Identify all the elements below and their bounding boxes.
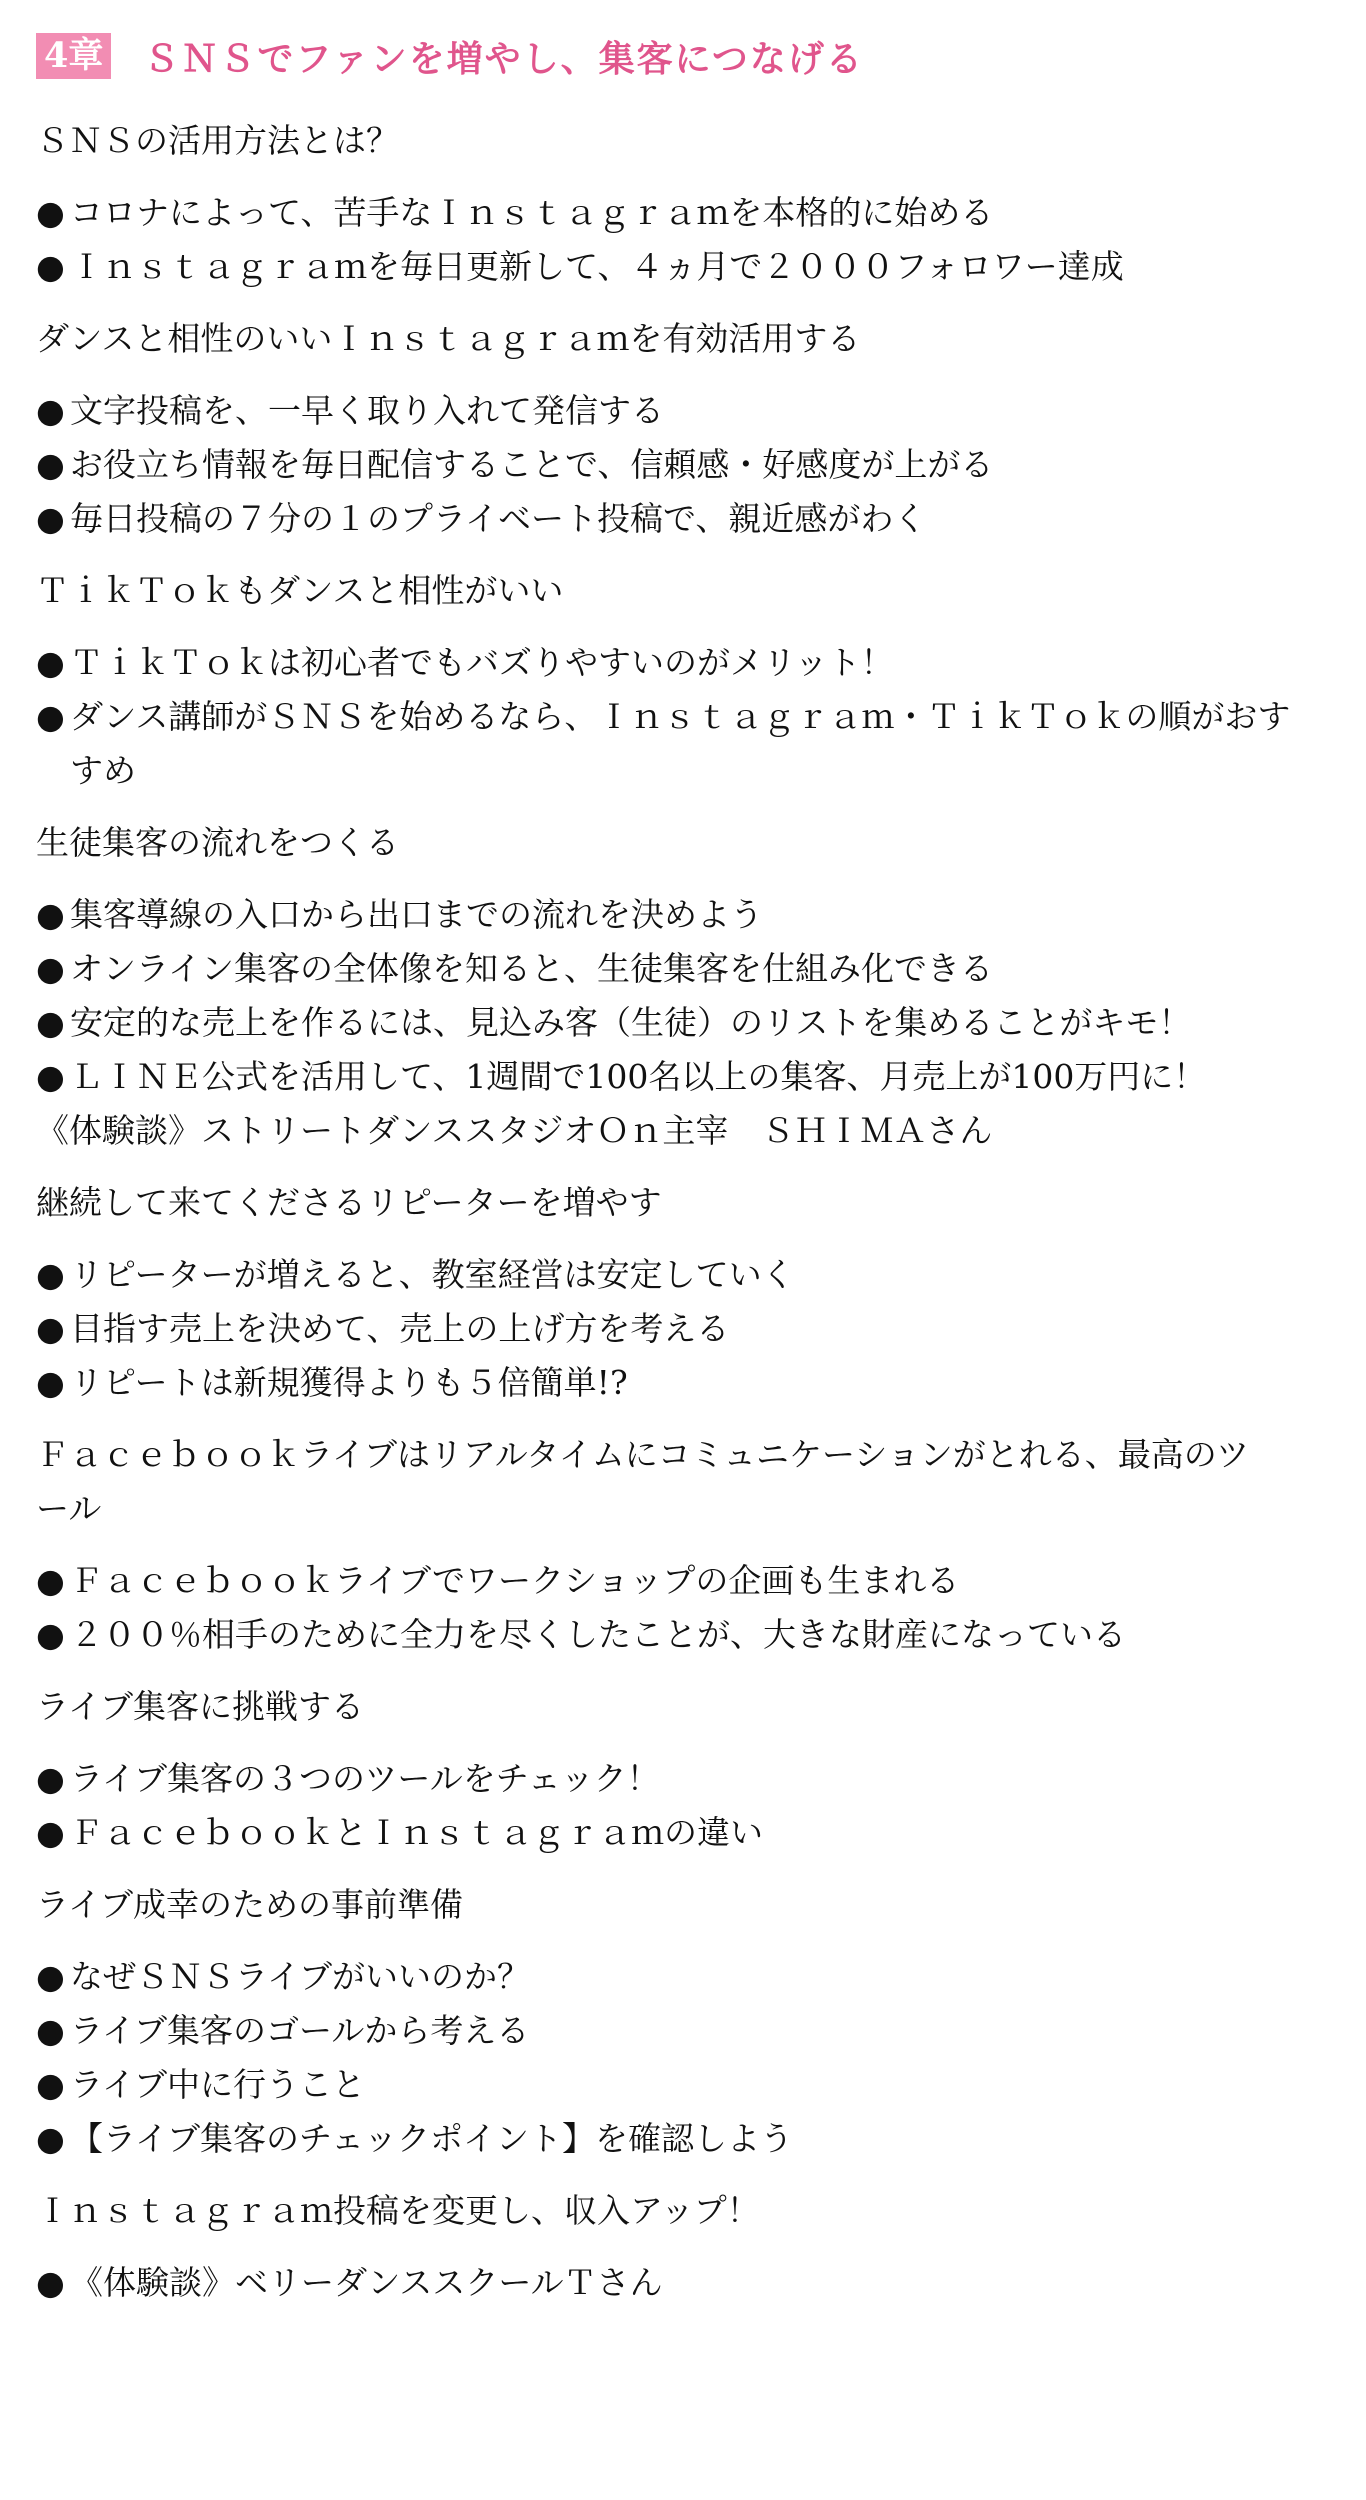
bullet-icon: ● xyxy=(36,1003,65,1042)
chapter-title: ＳＮＳでファンを増やし、集客につなげる xyxy=(143,37,864,80)
bullet-icon: ● xyxy=(36,2065,65,2104)
bullet-list xyxy=(36,1950,1336,2166)
list-item: ● リピーターが増えると、教室経営は安定していく xyxy=(36,1248,1336,1302)
section-heading: ダンスと相性のいいＩｎｓｔａｇｒａｍを有効活用する xyxy=(36,319,861,358)
section-student-funnel xyxy=(36,816,1336,1158)
list-item: ● Ｉｎｓｔａｇｒａｍを毎日更新して、４ヵ月で２０００フォロワー達成 xyxy=(36,240,1336,294)
bullet-icon: ● xyxy=(36,895,65,934)
section-repeaters xyxy=(36,1176,1336,1410)
bullet-icon: ● xyxy=(36,1759,65,1798)
bullet-list xyxy=(36,2256,1336,2310)
list-item: ● 集客導線の入口から出口までの流れを決めよう xyxy=(36,888,1336,942)
list-item: ● オンライン集客の全体像を知ると、生徒集客を仕組み化できる xyxy=(36,942,1336,996)
bullet-icon: ● xyxy=(36,643,65,682)
bullet-icon: ● xyxy=(36,1615,65,1654)
bullet-icon: ● xyxy=(36,193,65,232)
chapter-number-badge: 4章 xyxy=(36,33,111,79)
bullet-icon: ● xyxy=(36,1057,65,1096)
chapter-header xyxy=(36,28,1336,84)
list-item: ● 毎日投稿の７分の１のプライベート投稿で、親近感がわく xyxy=(36,492,1336,546)
bullet-icon: ● xyxy=(36,1813,65,1852)
section-heading: 継続して来てくださるリピーターを増やす xyxy=(36,1183,662,1222)
bullet-icon: ● xyxy=(36,1255,65,1294)
section-heading: ライブ集客に挑戦する xyxy=(36,1687,365,1726)
list-item: ● ダンス講師がＳＮＳを始めるなら、Ｉｎｓｔａｇｒａｍ・ＴｉｋＴｏｋの順がおすすめ xyxy=(36,690,1300,798)
list-item: ● リピートは新規獲得よりも５倍簡単!? xyxy=(36,1356,1336,1410)
section-heading: Ｆａｃｅｂｏｏｋライブはリアルタイムにコミュニケーションがとれる、最高のツール xyxy=(36,1435,1250,1528)
bullet-icon: ● xyxy=(36,445,65,484)
bullet-list xyxy=(36,186,1336,294)
bullet-icon: ● xyxy=(36,391,65,430)
section-tiktok xyxy=(36,564,1336,798)
bullet-list xyxy=(36,384,1336,546)
section-live-preparation xyxy=(36,1878,1336,2166)
section-heading: ライブ成幸のための事前準備 xyxy=(36,1885,464,1924)
section-heading: Ｉｎｓｔａｇｒａｍ投稿を変更し、収入アップ！ xyxy=(36,2191,760,2230)
list-item: ● ＦａｃｅｂｏｏｋとＩｎｓｔａｇｒａｍの違い xyxy=(36,1806,1336,1860)
section-live-challenge xyxy=(36,1680,1336,1860)
bullet-icon: ● xyxy=(36,2011,65,2050)
list-item: ● ＬＩＮＥ公式を活用して、1週間で100名以上の集客、月売上が100万円に！ xyxy=(36,1050,1336,1104)
list-item: ● 安定的な売上を作るには、見込み客（生徒）のリストを集めることがキモ！ xyxy=(36,996,1336,1050)
section-sns-usage xyxy=(36,114,1336,294)
list-item: ● 文字投稿を、一早く取り入れて発信する xyxy=(36,384,1336,438)
bullet-icon: ● xyxy=(36,1309,65,1348)
list-item: ● Ｆａｃｅｂｏｏｋライブでワークショップの企画も生まれる xyxy=(36,1554,1336,1608)
bullet-list xyxy=(36,888,1336,1104)
list-item: ● 【ライブ集客のチェックポイント】を確認しよう xyxy=(36,2112,1336,2166)
bullet-icon: ● xyxy=(36,2119,65,2158)
list-item: ● 目指す売上を決めて、売上の上げ方を考える xyxy=(36,1302,1336,1356)
section-heading: 生徒集客の流れをつくる xyxy=(36,823,399,862)
bullet-icon: ● xyxy=(36,247,65,286)
list-item: ● ２００％相手のために全力を尽くしたことが、大きな財産になっている xyxy=(36,1608,1336,1662)
bullet-icon: ● xyxy=(36,949,65,988)
bullet-list xyxy=(36,1752,1336,1860)
bullet-icon: ● xyxy=(36,1561,65,1600)
list-item: ● コロナによって、苦手なＩｎｓｔａｇｒａｍを本格的に始める xyxy=(36,186,1336,240)
list-item: ● ＴｉｋＴｏｋは初心者でもバズりやすいのがメリット！ xyxy=(36,636,1336,690)
list-item: ● ライブ集客の３つのツールをチェック！ xyxy=(36,1752,1336,1806)
section-facebook-live xyxy=(36,1428,1336,1662)
section-instagram xyxy=(36,312,1336,546)
document-page xyxy=(36,28,1336,2328)
bullet-list xyxy=(36,636,1336,798)
list-item: ● ライブ集客のゴールから考える xyxy=(36,2004,1336,2058)
list-item: ● ライブ中に行うこと xyxy=(36,2058,1336,2112)
list-item: ● お役立ち情報を毎日配信することで、信頼感・好感度が上がる xyxy=(36,438,1336,492)
section-heading: ＳＮＳの活用方法とは？ xyxy=(36,121,399,160)
section-instagram-income xyxy=(36,2184,1336,2310)
list-item: ● 《体験談》ベリーダンススクールＴさん xyxy=(36,2256,1336,2310)
bullet-icon: ● xyxy=(36,697,65,736)
bullet-icon: ● xyxy=(36,499,65,538)
section-heading: ＴｉｋＴｏｋもダンスと相性がいい xyxy=(36,571,564,610)
bullet-icon: ● xyxy=(36,1957,65,1996)
bullet-list xyxy=(36,1248,1336,1410)
list-item: ● なぜＳＮＳライブがいいのか？ xyxy=(36,1950,1336,2004)
testimonial-note: 《体験談》ストリートダンススタジオＯｎ主宰 ＳＨＩＭＡさん xyxy=(36,1111,993,1150)
bullet-icon: ● xyxy=(36,1363,65,1402)
bullet-list xyxy=(36,1554,1336,1662)
bullet-icon: ● xyxy=(36,2263,65,2302)
